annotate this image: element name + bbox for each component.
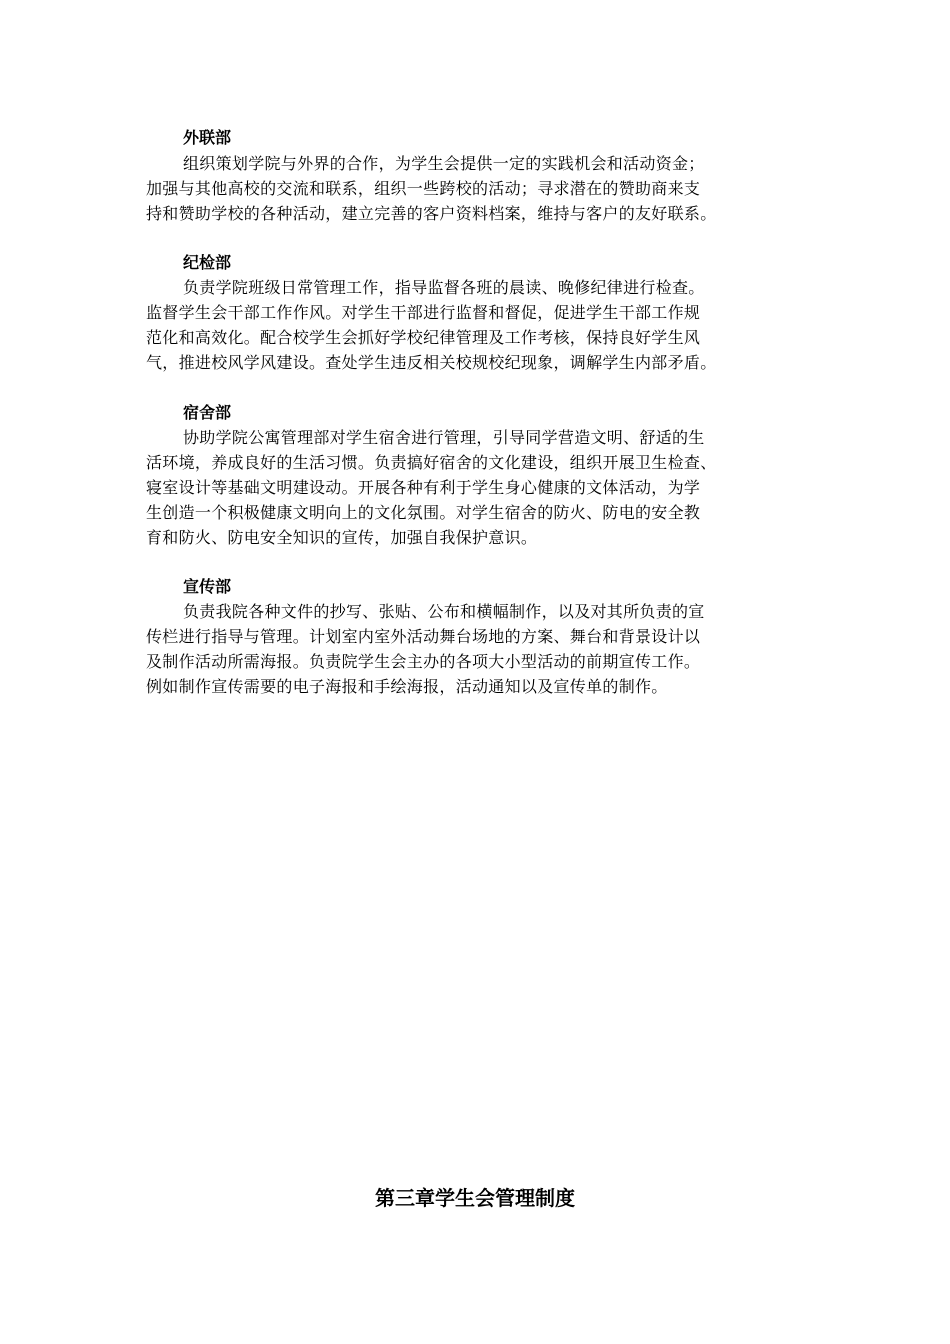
chapter-title: 第三章学生会管理制度 xyxy=(375,1186,575,1210)
paragraph-line: 传栏进行指导与管理。计划室内室外活动舞台场地的方案、舞台和背景设计以 xyxy=(146,627,701,646)
paragraph-line: 组织策划学院与外界的合作，为学生会提供一定的实践机会和活动资金； xyxy=(183,154,705,173)
paragraph-line: 持和赞助学校的各种活动，建立完善的客户资料档案，维持与客户的友好联系。 xyxy=(146,204,717,223)
section-heading: 外联部 xyxy=(183,128,232,147)
paragraph-line: 生创造一个积极健康文明向上的文化氛围。对学生宿舍的防火、防电的安全教 xyxy=(146,503,701,522)
paragraph-line: 协助学院公寓管理部对学生宿舍进行管理，引导同学营造文明、舒适的生 xyxy=(183,428,705,447)
section-heading: 宣传部 xyxy=(183,577,232,596)
section-heading: 纪检部 xyxy=(183,253,232,272)
paragraph-line: 气，推进校风学风建设。查处学生违反相关校规校纪现象，调解学生内部矛盾。 xyxy=(146,353,717,372)
paragraph-line: 及制作活动所需海报。负责院学生会主办的各项大小型活动的前期宣传工作。 xyxy=(146,652,701,671)
paragraph-line: 负责学院班级日常管理工作，指导监督各班的晨读、晚修纪律进行检查。 xyxy=(183,278,705,297)
paragraph-line: 负责我院各种文件的抄写、张贴、公布和横幅制作，以及对其所负责的宣 xyxy=(183,602,705,621)
paragraph-line: 育和防火、防电安全知识的宣传，加强自我保护意识。 xyxy=(146,528,538,547)
paragraph-line: 监督学生会干部工作作风。对学生干部进行监督和督促，促进学生干部工作规 xyxy=(146,303,701,322)
paragraph-line: 活环境，养成良好的生活习惯。负责搞好宿舍的文化建设，组织开展卫生检查、 xyxy=(146,453,717,472)
paragraph-line: 寝室设计等基础文明建设动。开展各种有利于学生身心健康的文体活动，为学 xyxy=(146,478,701,497)
section-heading: 宿舍部 xyxy=(183,403,232,422)
paragraph-line: 范化和高效化。配合校学生会抓好学校纪律管理及工作考核，保持良好学生风 xyxy=(146,328,701,347)
paragraph-line: 加强与其他高校的交流和联系，组织一些跨校的活动；寻求潜在的赞助商来支 xyxy=(146,179,701,198)
paragraph-line: 例如制作宣传需要的电子海报和手绘海报，活动通知以及宣传单的制作。 xyxy=(146,677,668,696)
